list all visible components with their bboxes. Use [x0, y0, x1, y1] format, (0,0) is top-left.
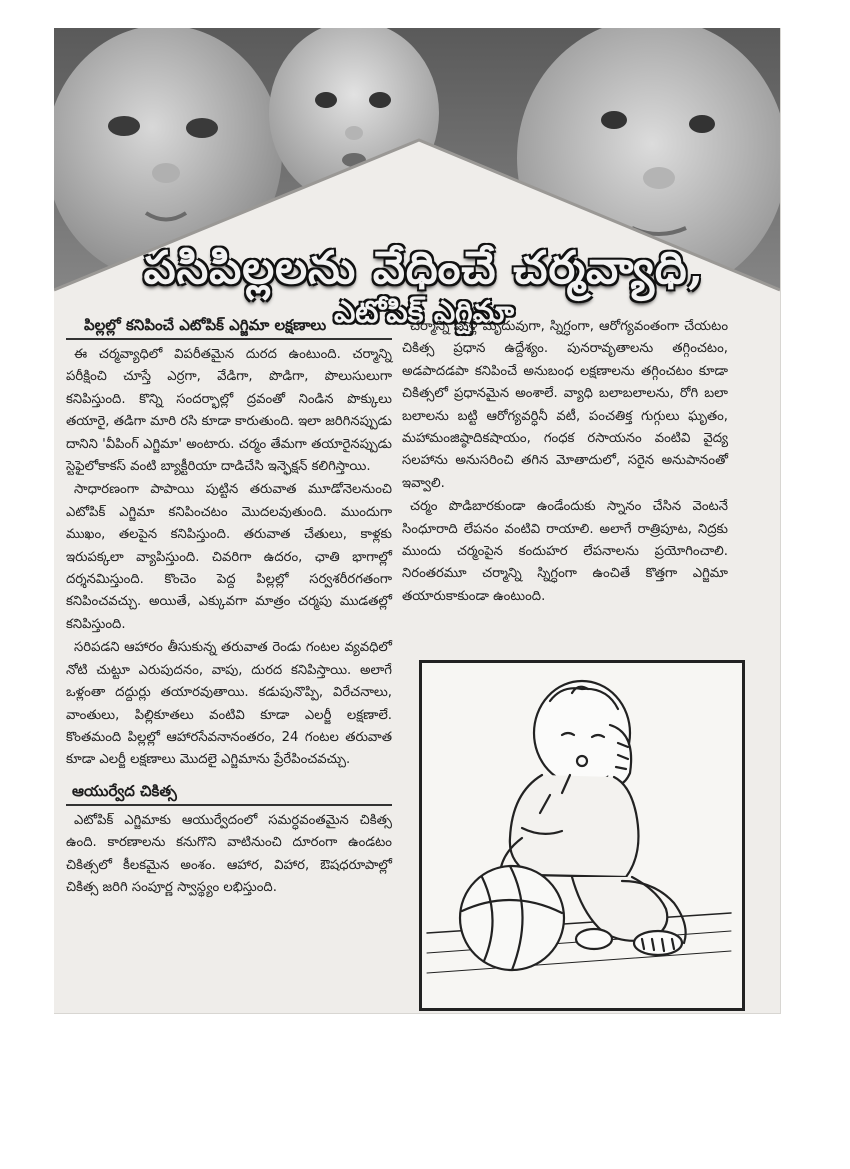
section-heading-ayurveda: ఆయుర్వేద చికిత్స	[66, 778, 392, 806]
right-column	[402, 316, 728, 609]
left-column	[66, 312, 392, 900]
paragraph: చర్మం పొడిబారకుండా ఉండేందుకు స్నానం చేసిన వెంటనే సింధూరాది లేపనం వంటివి రాయాలి. అలాగే రాత్రిపూట, నిద్రకు ముందు చర్మంపైన కందుహర లేపనాలను ప్రయోగించాలి. నిరంతరమూ చర్మాన్ని స్నిగ్ధంగా ఉంచితే కొత్తగా ఎగ్జిమా తయారుకాకుండా ఉంటుంది.	[402, 499, 728, 604]
subheadline: ఎటోపిక్ ఎగ్జిమా	[333, 295, 515, 330]
baby-sketch	[422, 663, 736, 1002]
section-heading-symptoms: పిల్లల్లో కనిపించే ఎటోపిక్ ఎగ్జిమా లక్షణాలు	[66, 312, 392, 340]
paragraph: సరిపడని ఆహారం తీసుకున్న తరువాత రెండు గంటల వ్యవధిలో నోటి చుట్టూ ఎరుపుదనం, వాపు, దురద కనిపిస్తాయి. అలాగే ఒళ్లంతా దద్దుర్లు తయారవుతాయి. కడుపునొప్పి, విరేచనాలు, వాంతులు, పిల్లికూతలు వంటివి కూడా ఎలర్జీ లక్షణాలే. కొంతమంది పిల్లల్లో ఆహారసేవనానంతరం, 24 గంటల తరువాత కూడా ఎలర్జీ లక్షణాలు మొదలై ఎగ్జిమాను ప్రేరేపించవచ్చు.	[66, 640, 392, 768]
paragraph: ఎటోపిక్ ఎగ్జిమాకు ఆయుర్వేదంలో సమర్ధవంతమైన చికిత్స ఉంది. కారణాలను కనుగొని వాటినుంచి దూరంగా ఉండటం చికిత్సలో కీలకమైన అంశం. ఆహార, విహార, ఔషధరూపాల్లో చికిత్స జరిగి సంపూర్ణ స్వాస్థ్యం లభిస్తుంది.	[66, 812, 392, 895]
baby-with-ball-illustration	[419, 660, 745, 1011]
paragraph: సాధారణంగా పాపాయి పుట్టిన తరువాత మూడోనెలనుంచి ఎటోపిక్ ఎగ్జిమా కనిపించటం మొదలవుతుంది. ముందుగా ముఖం, తలపైన కనిపిస్తుంది. తరువాత చేతులు, కాళ్లకు ఇరుపక్కలా వ్యాపిస్తుంది. చివరిగా ఉదరం, ఛాతి భాగాల్లో దర్శనమిస్తుంది. కొంచెం పెద్ద పిల్లల్లో సర్వశరీరగతంగా కనిపించవచ్చు. అయితే, ఎక్కువగా మాత్రం చర్మపు ముడతల్లో కనిపిస్తుంది.	[66, 482, 392, 632]
paragraph: ఈ చర్మవ్యాధిలో విపరీతమైన దురద ఉంటుంది. చర్మాన్ని పరీక్షించి చూస్తే ఎర్రగా, వేడిగా, పొడిగా, పొలుసులుగా కనిపిస్తుంది. కొన్ని సందర్భాల్లో ద్రవంతో నిండిన పొక్కులు తయారై, తడిగా మారి రసి కూడా కారుతుంది. ఇలా జరిగినప్పుడు దానిని 'వీపింగ్ ఎగ్జిమా' అంటారు. చర్మం తేమగా తయారైనప్పుడు స్టెఫైలోకాకస్ వంటి బ్యాక్టీరియా దాడిచేసి ఇన్ఫెక్షన్ కలిగిస్తాయి.	[66, 347, 392, 475]
headline: పసిపిల్లలను వేధించే చర్మవ్యాధి,	[143, 241, 705, 294]
paragraph: చర్మాన్ని మళ్లీ మృదువుగా, స్నిగ్ధంగా, ఆరోగ్యవంతంగా చేయటం చికిత్స ప్రధాన ఉద్దేశ్యం. పునరావృతాలను తగ్గించటం, అడపాదడపా కనిపించే అనుబంధ లక్షణాలను తగ్గించటం కూడా చికిత్సలో ప్రధానమైన అంశాలే. వ్యాధి బలాబలాలను, రోగి బలా బలాలను బట్టి ఆరోగ్యవర్ధినీ వటీ, పంచతిక్త గుగ్గులు ఘృతం, మహామంజిష్ఠాదికషాయం, గంధక రసాయనం వంటివి వైద్య సలహాను అనుసరించి తగిన మోతాదులో, సరైన అనుపానంతో ఇవ్వాలి.	[402, 319, 728, 491]
newspaper-clipping	[54, 28, 781, 1014]
